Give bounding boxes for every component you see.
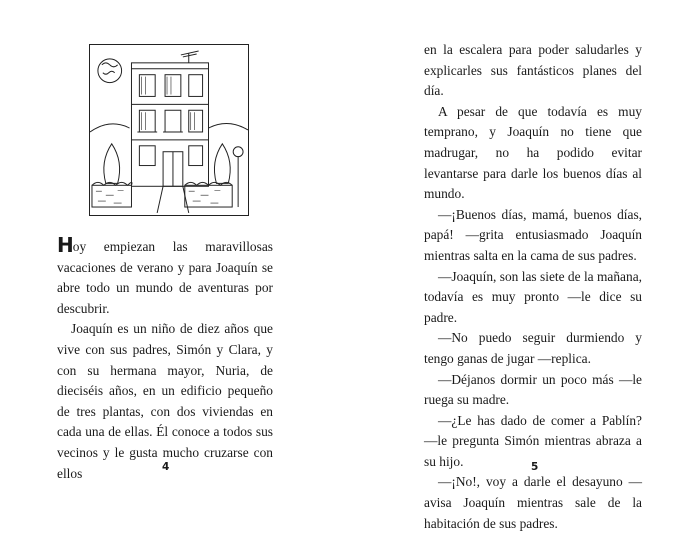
paragraph: —¡No!, voy a darle el desayuno —avisa Joaquín mientras sale de la habitación de sus padres. (424, 474, 642, 531)
paragraph (57, 233, 273, 319)
paragraph: —¿Le has dado de comer a Pablín? —le pregunta Simón mientras abraza a su hijo. (424, 412, 642, 469)
paragraph: —¡Buenos días, mamá, buenos días, papá! —grita entusiasmado Joaquín mientras salta en la cama de sus padres. (424, 206, 642, 263)
paragraph: —Déjanos dormir un poco más —le ruega su madre. (424, 371, 642, 408)
drop-cap: H (57, 233, 73, 257)
building-illustration (89, 44, 249, 216)
right-page-text (424, 40, 642, 534)
page-number: 5 (531, 461, 539, 473)
paragraph: A pesar de que todavía es muy temprano, y Joaquín no tiene que madrugar, no ha podido evitar levantarse para darle los buenos días al mundo. (424, 103, 642, 202)
paragraph: —No puedo seguir durmiendo y tengo ganas de jugar —replica. (424, 330, 642, 366)
building-drawing-icon (90, 45, 248, 215)
left-page (0, 0, 350, 500)
paragraph-text: oy empiezan las maravillosas vacaciones de verano y para Joaquín se abre todo un mundo de aventuras por descubrir. (57, 239, 273, 316)
paragraph: Joaquín es un niño de diez años que vive con sus padres, Simón y Clara, y con su hermana mayor, Nuria, de dieciséis años, en un edificio pequeño de tres plantas, con dos viviendas en cada una de ellas. Él conoce a todos sus vecinos y le gusta mucho cruzarse con ellos (57, 321, 273, 481)
page-number: 4 (162, 461, 170, 473)
paragraph: —Joaquín, son las siete de la mañana, todavía es muy pronto —le dice su padre. (424, 268, 642, 325)
left-page-text (57, 233, 273, 484)
paragraph: en la escalera para poder saludarles y explicarles sus fantásticos planes del día. (424, 42, 642, 99)
